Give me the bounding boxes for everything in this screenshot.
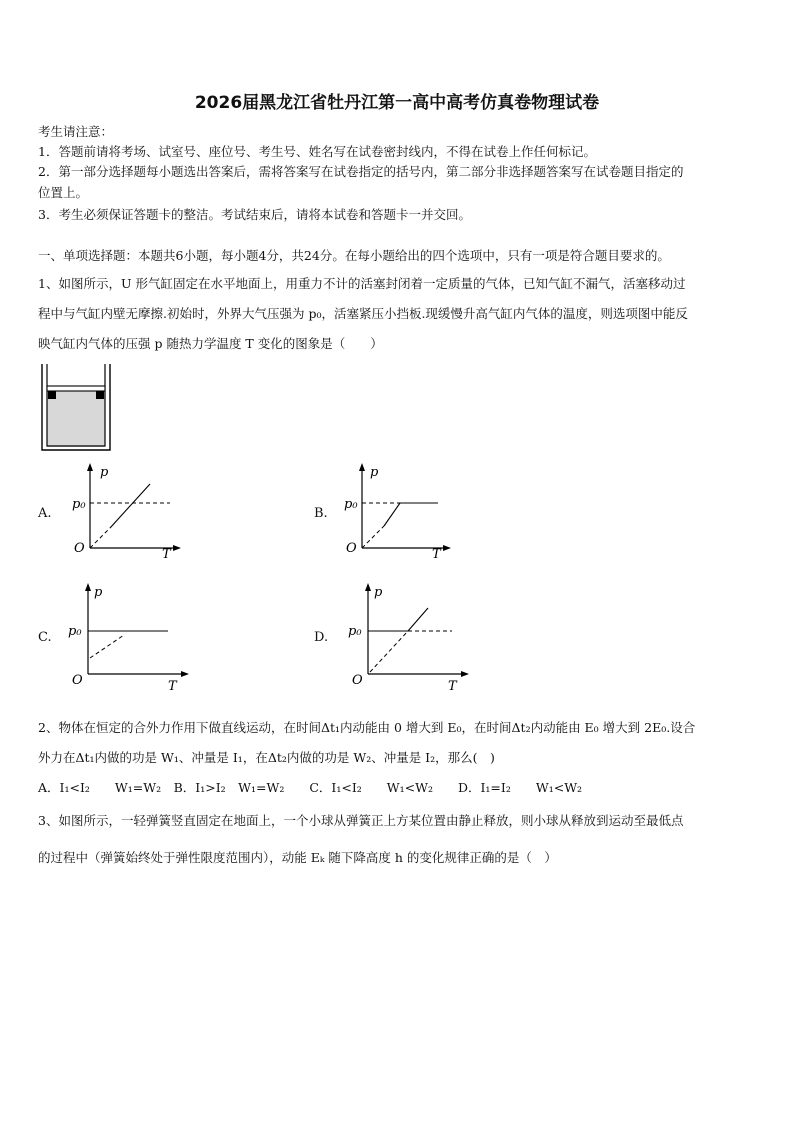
p0-label: p₀ (344, 497, 358, 512)
y-arrow (365, 583, 371, 591)
option-c-label[interactable]: C. (38, 630, 52, 645)
notice-item-2: 2．第一部分选择题每小题选出答案后，需将答案写在试卷指定的括号内，第二部分非选择题答案写在试卷题目指定的 (38, 164, 684, 179)
y-arrow (87, 463, 93, 471)
y-arrow (359, 463, 365, 471)
left-stop (48, 391, 56, 399)
q2-line-2: 外力在Δt₁内做的功是 W₁、冲量是 I₁，在Δt₂内做的功是 W₂、冲量是 I₂，那么( ) (38, 750, 495, 765)
y-arrow (85, 583, 91, 591)
y-label: p (94, 585, 103, 600)
notice-header: 考生请注意： (38, 124, 114, 139)
x-label: T (448, 679, 457, 692)
page-title: 2026届黑龙江省牡丹江第一高中高考仿真卷物理试卷 (194, 93, 600, 113)
x-label: T (168, 679, 177, 692)
origin-label: O (352, 673, 363, 688)
q1-line-2: 程中与气缸内壁无摩擦.初始时，外界大气压强为 p₀，活塞紧压小挡板.现缓慢升高气缸内气体的温度，则选项图中能反 (38, 306, 688, 321)
x-arrow (173, 545, 181, 551)
origin-label: O (74, 541, 85, 556)
option-b-label[interactable]: B. (314, 506, 328, 521)
right-stop (96, 391, 104, 399)
notice-item-3: 3．考生必须保证答题卡的整洁。考试结束后，请将本试卷和答题卡一并交回。 (38, 207, 471, 222)
solid-line (110, 484, 150, 528)
option-a-label[interactable]: A. (38, 506, 52, 521)
q2-choices[interactable]: A．I₁<I₂ W₁=W₂ B．I₁>I₂ W₁=W₂ C．I₁<I₂ W₁<W₂ D．I₁=I₂ W₁<W₂ (38, 780, 583, 795)
graph-c (66, 580, 196, 692)
notice-item-1: 1．答题前请将考场、试室号、座位号、考生号、姓名写在试卷密封线内，不得在试卷上作任何标记。 (38, 144, 596, 159)
p0-label: p₀ (72, 497, 86, 512)
q3-line-1: 3、如图所示，一轻弹簧竖直固定在地面上，一个小球从弹簧正上方某位置由静止释放，则小球从释放到运动至最低点 (38, 813, 684, 828)
section-heading: 一、单项选择题：本题共6小题，每小题4分，共24分。在每小题给出的四个选项中，只有一项是符合题目要求的。 (38, 248, 670, 263)
option-d-label[interactable]: D. (314, 630, 329, 645)
graph-b (338, 460, 458, 560)
q1-line-1: 1、如图所示，U 形气缸固定在水平地面上，用重力不计的活塞封闭着一定质量的气体，已知气缸不漏气，活塞移动过 (38, 276, 686, 291)
cylinder-diagram (38, 362, 116, 454)
origin-label: O (72, 673, 83, 688)
x-arrow (461, 671, 469, 677)
q1-line-3: 映气缸内气体的压强 p 随热力学温度 T 变化的图象是（ ） (38, 336, 383, 351)
dashed-rise (370, 631, 408, 672)
dashed-line (90, 528, 110, 548)
p0-label: p₀ (68, 624, 82, 639)
solid-rise (384, 503, 400, 526)
x-arrow (181, 671, 189, 677)
y-label: p (374, 585, 383, 600)
solid-rise (408, 608, 428, 631)
y-label: p (370, 465, 379, 480)
origin-label: O (346, 541, 357, 556)
q3-line-2: 的过程中（弹簧始终处于弹性限度范围内），动能 Eₖ 随下降高度 h 的变化规律正确的是（ ） (38, 850, 557, 865)
x-label: T (432, 547, 441, 560)
notice-item-2-cont: 位置上。 (38, 185, 89, 200)
piston (47, 386, 105, 391)
graph-d (346, 580, 476, 692)
dashed-line (362, 526, 384, 548)
p0-label: p₀ (348, 624, 362, 639)
x-arrow (443, 545, 451, 551)
q2-line-1: 2、物体在恒定的合外力作用下做直线运动，在时间Δt₁内动能由 0 增大到 E₀，在时间Δt₂内动能由 E₀ 增大到 2E₀.设合 (38, 720, 696, 735)
dashed-line (90, 635, 124, 658)
x-label: T (162, 547, 171, 560)
graph-a (66, 460, 186, 560)
y-label: p (100, 465, 109, 480)
